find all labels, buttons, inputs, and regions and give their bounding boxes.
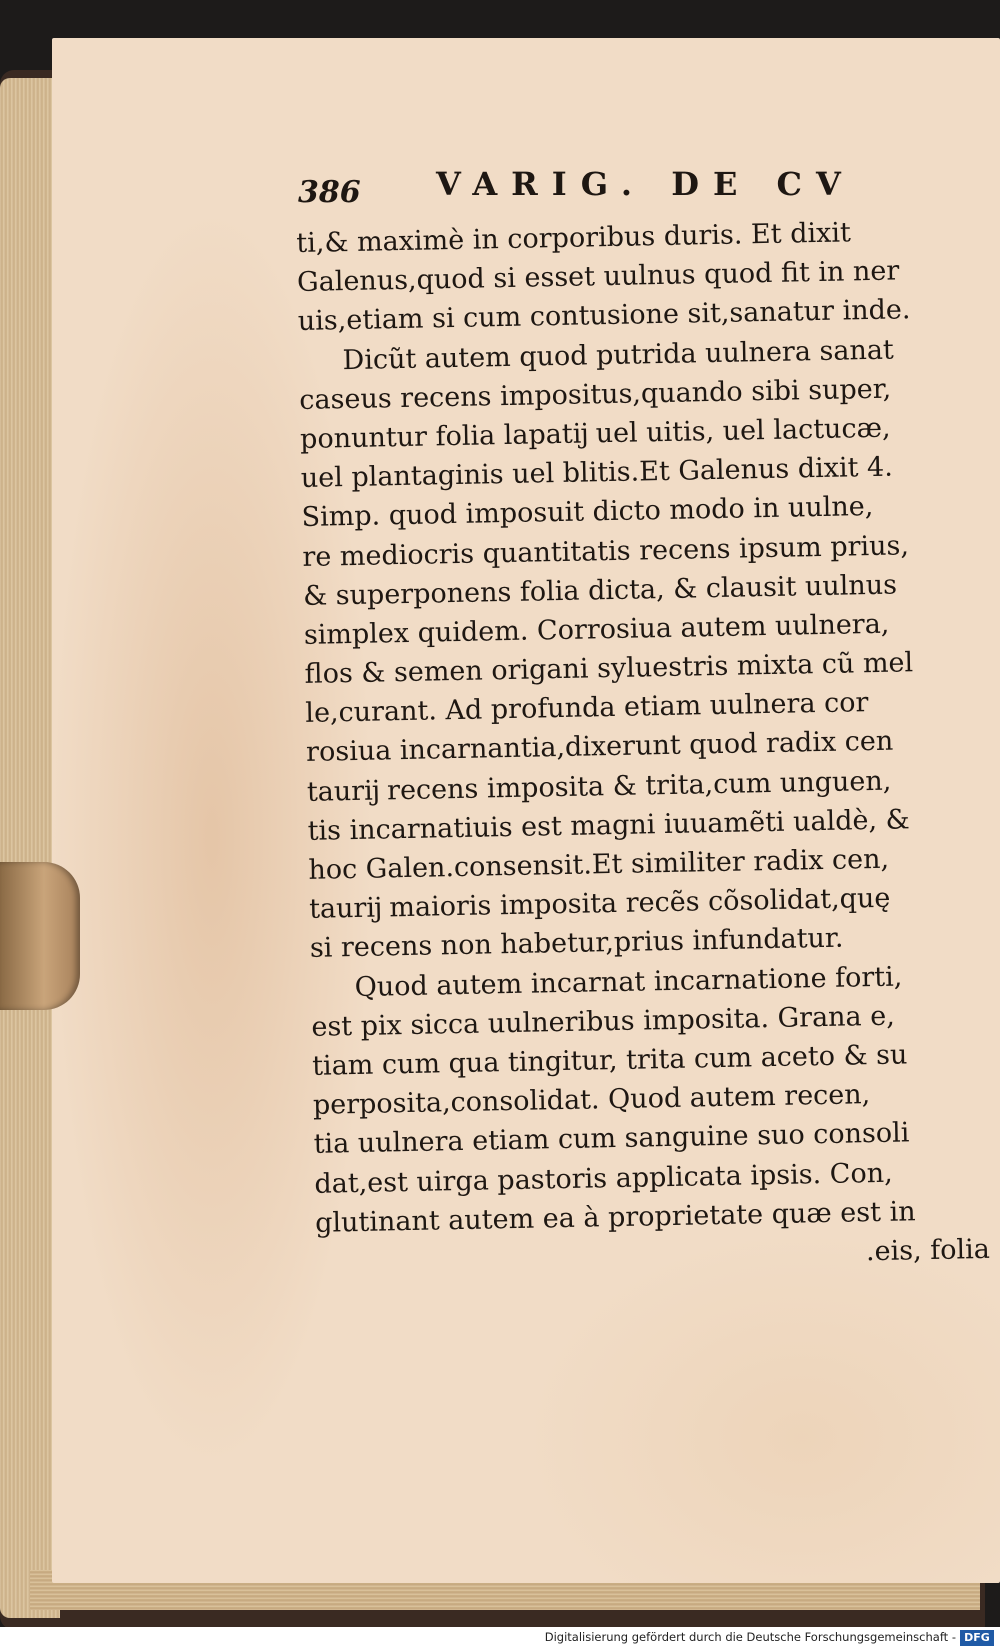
- text-line: taurĳ recens imposita & trita,cum unguen,: [306, 765, 892, 808]
- text-line: & superponens folia dicta, & clausit uulnus: [302, 569, 898, 612]
- footer-bar: [0, 1627, 1000, 1649]
- text-line: rosiua incarnantia,dixerunt quod radix cen: [305, 726, 894, 769]
- text-line: dat,est uirga pastoris applicata ipsis. Con,: [314, 1157, 893, 1200]
- text-line: uel plantaginis uel blitis.Et Galenus dixit 4.: [300, 451, 894, 495]
- text-line: tiam cum qua tingitur, trita cum aceto & su: [311, 1039, 908, 1082]
- book-clasp: [0, 862, 80, 1010]
- text-line: ponuntur folia lapatĳ uel uitis, uel lactucæ,: [299, 412, 891, 455]
- text-line: ti,& maximè in corporibus duris. Et dixit: [296, 217, 852, 259]
- running-title: VARIG. DE CV: [436, 165, 855, 203]
- text-line: uis,etiam si cum contusione sit,sanatur inde.: [297, 294, 911, 338]
- text-line: perposita,consolidat. Quod autem recen,: [312, 1079, 871, 1121]
- dfg-logo: DFG: [960, 1630, 994, 1646]
- body-text: [296, 211, 996, 1282]
- text-line: taurĳ maioris imposita recẽs cõsolidat,quę: [308, 882, 891, 926]
- text-line: Dicũt autem quod putrida uulnera sanat: [342, 334, 895, 376]
- text-line: tis incarnatiuis est magni iuuamẽti ualdè, &: [307, 804, 910, 847]
- page-number: 386: [298, 175, 361, 210]
- text-line: Galenus,quod si esset uulnus quod fit in ner: [296, 255, 900, 299]
- page-edges-left: [0, 78, 60, 1618]
- text-line: Quod autem incarnat incarnatione forti,: [354, 961, 903, 1003]
- funding-notice: Digitalisierung gefördert durch die Deutsche Forschungsgemeinschaft -: [544, 1630, 956, 1644]
- text-line: si recens non habetur,prius infundatur.: [309, 923, 844, 965]
- catchword: .eis, folia: [865, 1233, 991, 1268]
- text-line: re mediocris quantitatis recens ipsum prius,: [302, 529, 910, 573]
- text-line: hoc Galen.consensit.Et similiter radix cen,: [308, 843, 890, 886]
- text-line: glutinant autem ea à proprietate quæ est in: [314, 1195, 916, 1239]
- text-line: caseus recens impositus,quando sibi super,: [299, 373, 892, 416]
- text-line: flos & semen origani syluestris mixta cũ mel: [304, 647, 914, 690]
- running-head: [298, 165, 898, 215]
- text-line: Simp. quod imposuit dicto modo in uulne,: [301, 491, 874, 534]
- text-line: simplex quidem. Corrosiua autem uulnera,: [303, 608, 890, 651]
- text-line: le,curant. Ad profunda etiam uulnera cor: [305, 687, 869, 730]
- text-line: est pix sicca uulneribus imposita. Grana e,: [311, 1000, 896, 1043]
- text-line: tia uulnera etiam cum sanguine suo consoli: [313, 1117, 910, 1161]
